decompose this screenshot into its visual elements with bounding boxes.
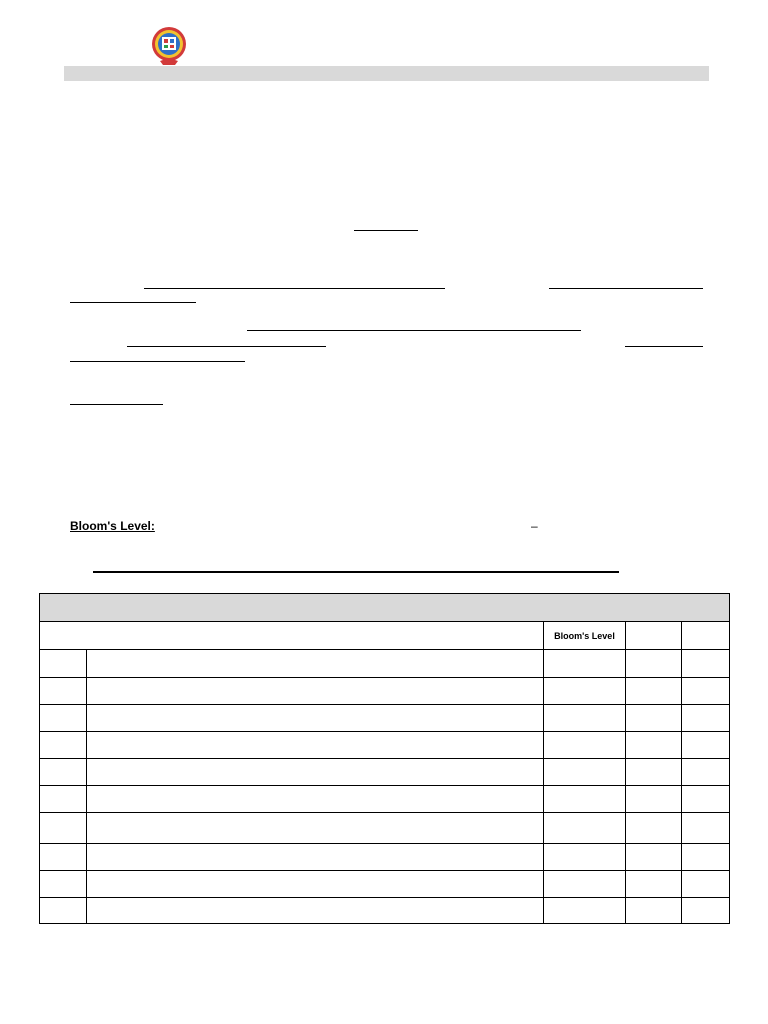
table-title-band	[40, 594, 730, 622]
table-row	[40, 844, 730, 871]
college-emblem-icon	[148, 25, 190, 67]
table-row	[40, 650, 730, 678]
blooms-level-heading: Bloom's Level:	[70, 519, 155, 533]
table-row	[40, 871, 730, 898]
fill-line	[70, 302, 196, 303]
table-row	[40, 759, 730, 786]
header-cell	[626, 622, 682, 650]
fill-line	[70, 404, 163, 405]
fill-line	[354, 230, 418, 231]
fill-line	[247, 330, 581, 331]
header-band	[64, 66, 709, 81]
dash-mark: –	[531, 519, 538, 533]
table-row	[40, 898, 730, 924]
table-row	[40, 678, 730, 705]
fill-line	[625, 346, 703, 347]
table-row	[40, 705, 730, 732]
header-cell	[682, 622, 730, 650]
table-row	[40, 786, 730, 813]
fill-line	[70, 361, 245, 362]
questions-table	[39, 593, 730, 924]
fill-line	[127, 346, 326, 347]
blooms-level-header: Bloom's Level	[544, 622, 626, 650]
table-row	[40, 732, 730, 759]
header-cell	[40, 622, 544, 650]
fill-line	[549, 288, 703, 289]
table-row	[40, 813, 730, 844]
fill-line	[144, 288, 445, 289]
section-divider	[93, 571, 619, 573]
